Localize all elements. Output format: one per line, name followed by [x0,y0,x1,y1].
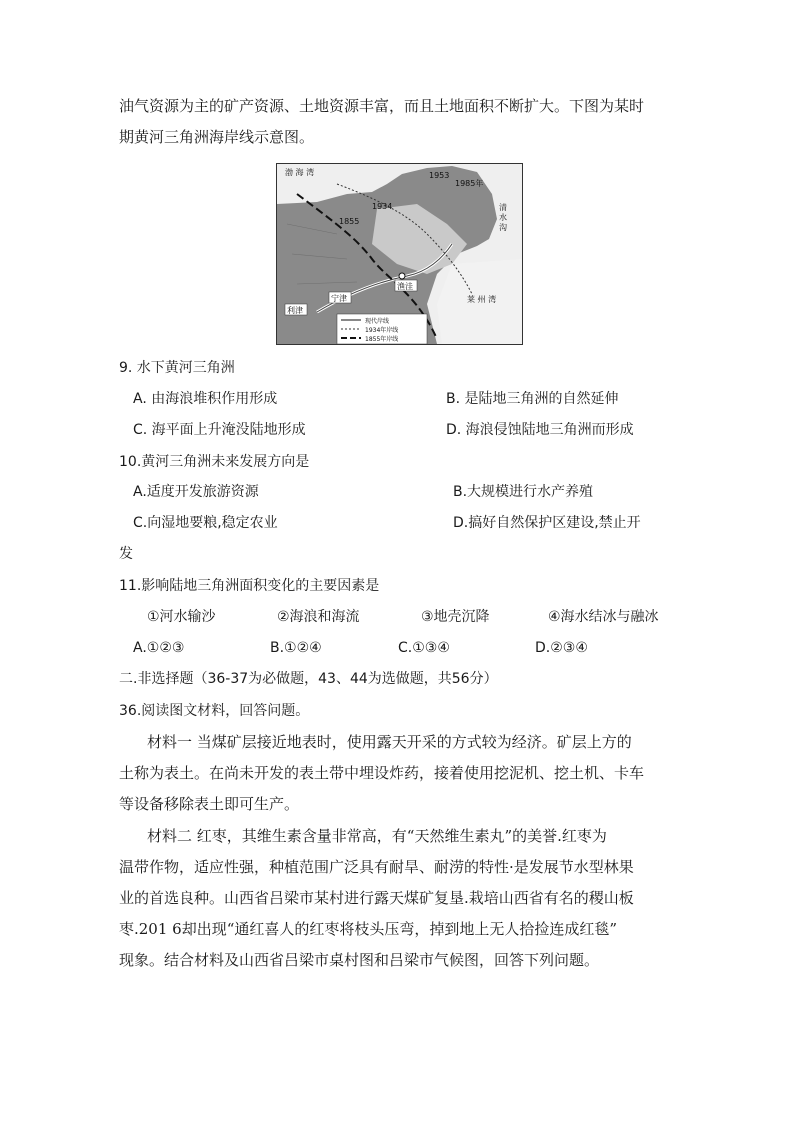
q36-material2-line5: 现象。结合材料及山西省吕梁市桌村图和吕梁市气候图，回答下列问题。 [119,951,600,969]
q11-factor-2: ②海浪和海流 [277,609,360,625]
map-label-1985: 1985年 [455,179,484,188]
q9-stem: 9. 水下黄河三角洲 [119,360,235,376]
map-label-lijin: 利津 [287,306,303,315]
q10-option-b: B.大规模进行水产养殖 [453,484,594,500]
legend-modern: 现代岸线 [365,318,390,325]
q11-option-b: B.①②④ [270,640,322,656]
map-label-yuwa: 渔洼 [397,282,413,291]
q10-stem: 10.黄河三角洲未来发展方向是 [119,454,310,470]
q10-option-d: D.搞好自然保护区建设,禁止开 [453,515,641,531]
q36-material1-line1: 材料一 当煤矿层接近地表时，使用露天开采的方式较为经济。矿层上方的 [147,733,632,751]
q10-option-d-cont: 发 [119,546,133,562]
map-label-1934: 1934 [372,202,393,211]
map-label-laizhou: 莱 州 湾 [467,295,497,304]
q36-stem: 36.阅读图文材料，回答问题。 [119,703,310,719]
q9-option-c: C. 海平面上升淹没陆地形成 [133,422,306,438]
map-label-1953: 1953 [429,171,450,180]
q36-material1-line3: 等设备移除表土即可生产。 [119,795,300,813]
map-label-gou: 沟 [499,223,507,232]
q9-option-d: D. 海浪侵蚀陆地三角洲而形成 [446,422,634,438]
map-label-qing: 清 [499,203,507,212]
q11-option-d: D.②③④ [535,640,588,656]
q11-factor-4: ④海水结冰与融冰 [548,609,659,625]
q9-option-b: B. 是陆地三角洲的自然延伸 [446,391,619,407]
q36-material1-line2: 土称为表土。在尚未开发的表土带中埋设炸药，接着使用挖泥机、挖土机、卡车 [119,764,645,782]
section-2-heading: 二.非选择题（36-37为必做题，43、44为选做题，共56分） [119,671,498,687]
yellow-river-delta-map [276,163,523,345]
map-label-bohai: 渤 海 湾 [285,168,315,177]
q11-factor-3: ③地壳沉降 [421,609,490,625]
legend-1855: 1855年岸线 [365,336,399,343]
q36-material2-line3: 业的首选良种。山西省吕梁市某村进行露天煤矿复垦.栽培山西省有名的稷山板 [119,889,634,907]
intro-line-1: 油气资源为主的矿产资源、土地资源丰富，而且土地面积不断扩大。下图为某时 [119,97,645,115]
intro-line-2: 期黄河三角洲海岸线示意图。 [119,128,315,146]
q36-material2-line1: 材料二 红枣，其维生素含量非常高，有“天然维生素丸”的美誉.红枣为 [147,827,607,845]
q11-option-a: A.①②③ [133,640,185,656]
q11-factor-1: ①河水输沙 [147,609,216,625]
q9-option-a: A. 由海浪堆积作用形成 [133,391,278,407]
q11-option-c: C.①③④ [398,640,450,656]
q36-material2-line2: 温带作物，适应性强，种植范围广泛具有耐旱、耐涝的特性·是发展节水型林果 [119,858,634,876]
map-label-1855: 1855 [339,217,360,226]
q10-option-c: C.向湿地要粮,稳定农业 [133,515,278,531]
q36-material2-line4: 枣.201 6却出现“通红喜人的红枣将枝头压弯，掉到地上无人拾捡连成红毯” [119,920,618,938]
map-label-ningjin: 宁津 [331,294,347,303]
legend-1934: 1934年岸线 [365,327,399,334]
q11-stem: 11.影响陆地三角洲面积变化的主要因素是 [119,578,380,594]
map-label-shui: 水 [499,213,507,222]
q10-option-a: A.适度开发旅游资源 [133,484,259,500]
